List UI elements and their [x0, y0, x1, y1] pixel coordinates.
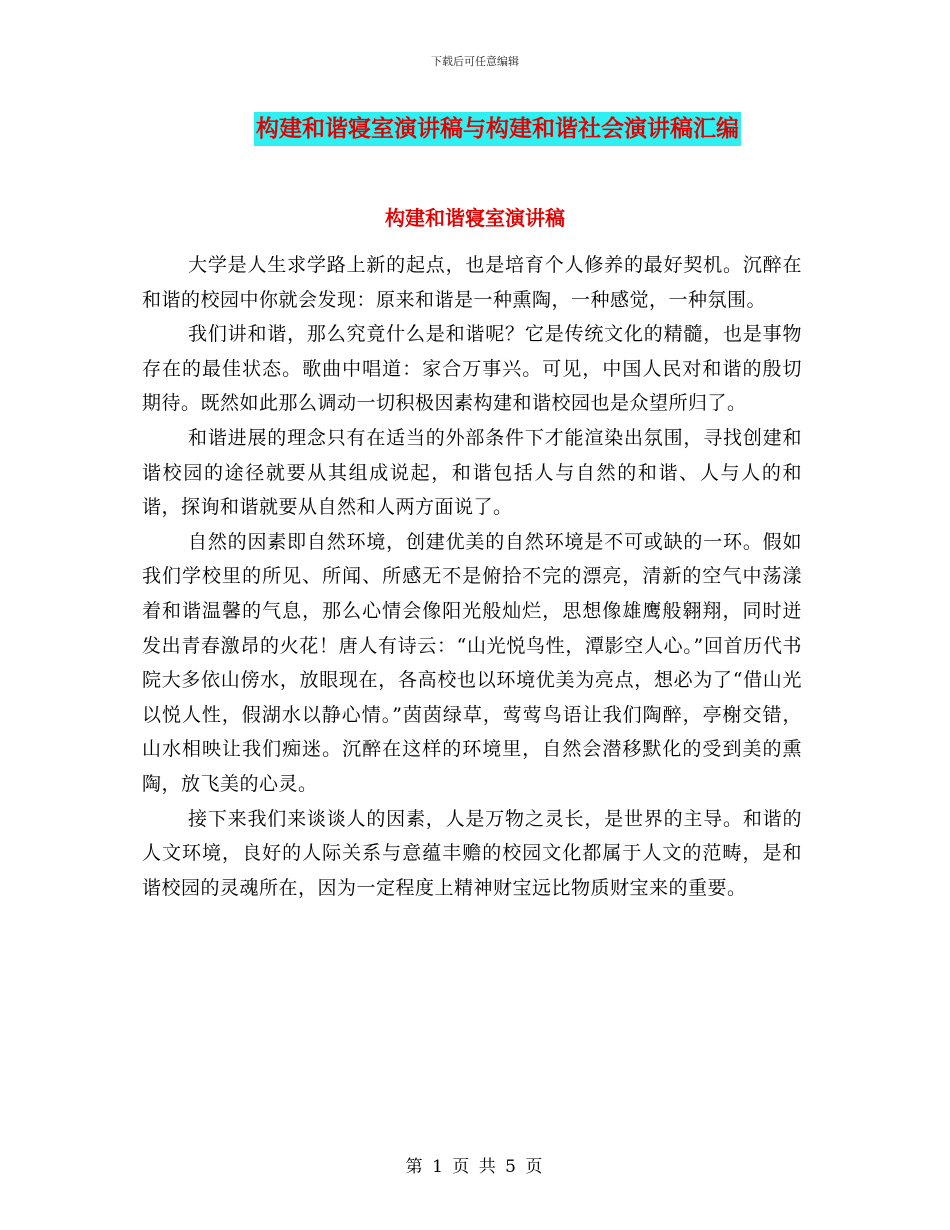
paragraph: 接下来我们来谈谈人的因素，人是万物之灵长，是世界的主导。和谐的人文环境，良好的人际关系与意蕴丰赡的校园文化都属于人文的范畴，是和谐校园的灵魂所在，因为一定程度上精神财宝远比物质财宝来的重要。 — [142, 807, 802, 899]
main-title: 构建和谐寝室演讲稿与构建和谐社会演讲稿汇编 — [254, 112, 741, 146]
paragraph: 大学是人生求学路上新的起点，也是培育个人修养的最好契机。沉醉在和谐的校园中你就会发现：原来和谐是一种熏陶，一种感觉，一种氛围。 — [142, 254, 802, 311]
document-body — [142, 248, 802, 905]
paragraph: 自然的因素即自然环境，创建优美的自然环境是不可或缺的一环。假如我们学校里的所见、所闻、所感无不是俯拾不完的漂亮，清新的空气中荡漾着和谐温馨的气息，那么心情会像阳光般灿烂，思想像雄鹰般翱翔，同时迸发出青春激昂的火花！唐人有诗云：“山光悦鸟性，潭影空人心。”回首历代书院大多依山傍水，放眼现在，各高校也以环境优美为亮点，想必为了“借山光以悦人性，假湖水以静心情。”茵茵绿草，莺莺鸟语让我们陶醉，亭榭交错，山水相映让我们痴迷。沉醉在这样的环境里，自然会潜移默化的受到美的熏陶，放飞美的心灵。 — [142, 530, 802, 795]
main-title-wrap — [0, 112, 950, 146]
header-note: 下载后可任意编辑 — [431, 55, 519, 68]
page-footer: 第 1 页 共 5 页 — [405, 1157, 545, 1177]
paragraph: 和谐进展的理念只有在适当的外部条件下才能渲染出氛围，寻找创建和谐校园的途径就要从其组成说起，和谐包括人与自然的和谐、人与人的和谐，探询和谐就要从自然和人两方面说了。 — [142, 426, 802, 519]
section-title: 构建和谐寝室演讲稿 — [385, 206, 565, 230]
paragraph: 我们讲和谐，那么究竟什么是和谐呢？它是传统文化的精髓，也是事物存在的最佳状态。歌曲中唱道：家合万事兴。可见，中国人民对和谐的殷切期待。既然如此那么调动一切积极因素构建和谐校园也是众望所归了。 — [142, 323, 802, 415]
